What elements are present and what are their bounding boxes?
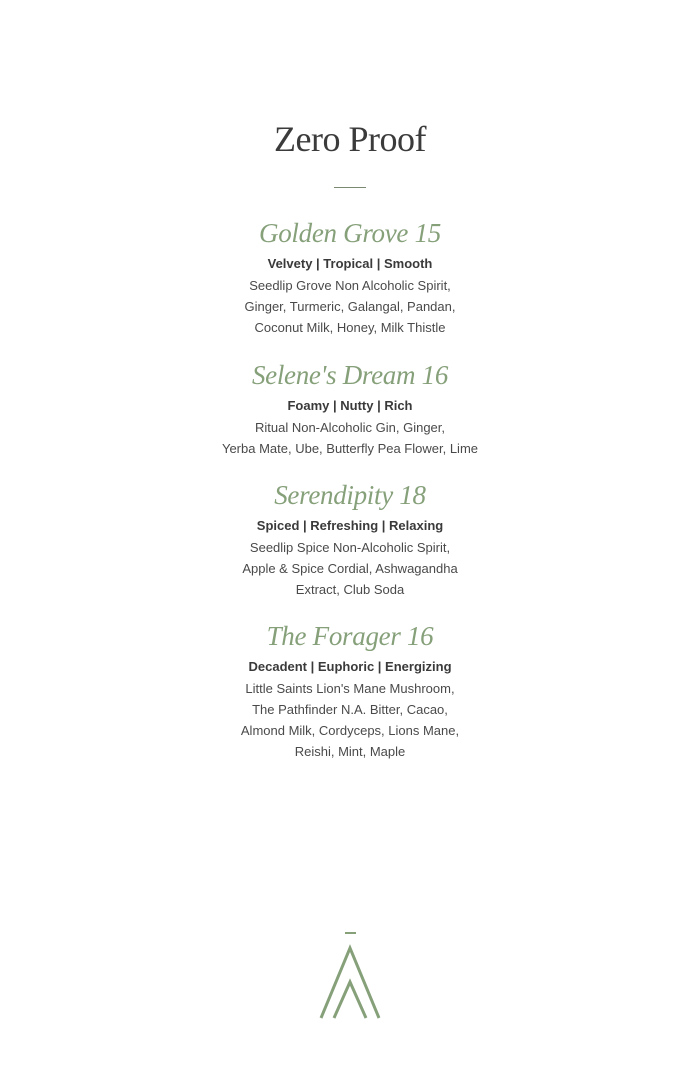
item-name: The Forager 16 [266,621,434,651]
item-tags: Foamy | Nutty | Rich [287,398,413,413]
brand-logo-icon [318,930,382,1022]
description-line: Seedlip Spice Non-Alcoholic Spirit, [249,540,451,555]
item-tags: Velvety | Tropical | Smooth [267,256,433,271]
description-line: Ritual Non-Alcoholic Gin, Ginger, [254,420,446,435]
menu-item [0,360,700,459]
menu-item [0,218,700,338]
description-line: Coconut Milk, Honey, Milk Thistle [254,320,446,335]
description-line: Little Saints Lion's Mane Mushroom, [245,681,455,696]
item-tags: Decadent | Euphoric | Energizing [248,659,452,674]
menu-item [0,480,700,600]
item-description [0,417,700,459]
description-line: Extract, Club Soda [295,582,405,597]
description-line: Seedlip Grove Non Alcoholic Spirit, [249,278,451,293]
item-name: Serendipity 18 [274,480,426,510]
item-tags: Spiced | Refreshing | Relaxing [256,518,444,533]
item-description [0,275,700,338]
description-line: The Pathfinder N.A. Bitter, Cacao, [252,702,448,717]
description-line: Ginger, Turmeric, Galangal, Pandan, [244,299,456,314]
item-description [0,678,700,762]
description-line: Almond Milk, Cordyceps, Lions Mane, [240,723,460,738]
item-name: Selene's Dream 16 [251,360,449,390]
item-name: Golden Grove 15 [259,218,441,248]
description-line: Apple & Spice Cordial, Ashwagandha [242,561,458,576]
description-line: Reishi, Mint, Maple [294,744,406,759]
title-divider [334,187,366,188]
page-title: Zero Proof [274,119,426,159]
description-line: Yerba Mate, Ube, Butterfly Pea Flower, Lime [221,441,479,456]
menu-item [0,621,700,762]
item-description [0,537,700,600]
